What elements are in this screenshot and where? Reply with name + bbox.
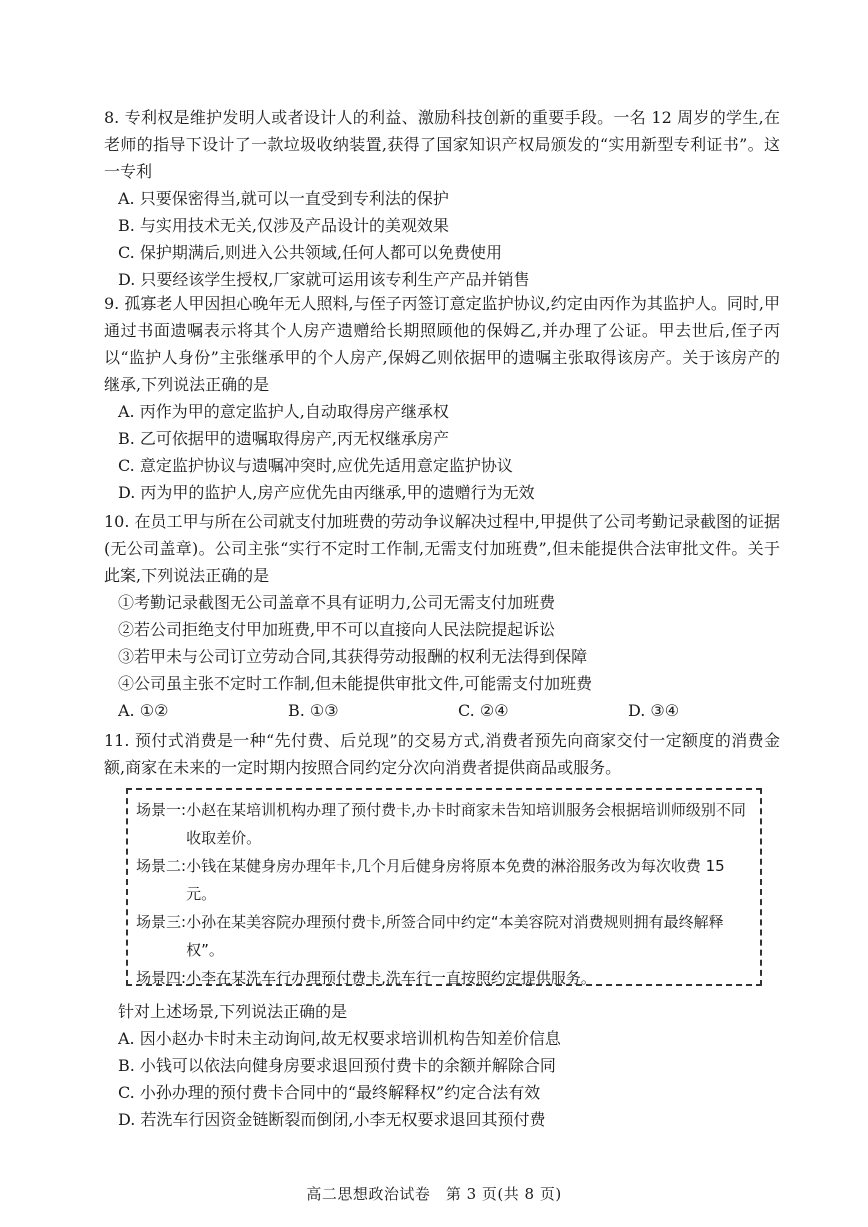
question-9-option-a: A. 丙作为甲的意定监护人,自动取得房产继承权 (118, 402, 449, 421)
question-10-stem: 10. 在员工甲与所在公司就支付加班费的劳动争议解决过程中,甲提供了公司考勤记录截图的证据(无公司盖章)。公司主张“实行不定时工作制,无需支付加班费”,但未能提供合法审批文件。关于此案,下列说法正确的是 (104, 512, 780, 585)
page-footer: 高二思想政治试卷 第 3 页(共 8 页) (306, 1185, 562, 1203)
question-10 (104, 508, 780, 724)
scenario-3-label: 场景三: (136, 913, 187, 931)
question-9-option-b: B. 乙可依据甲的遗嘱取得房产,丙无权继承房产 (118, 429, 450, 448)
scenario-2-text: 小钱在某健身房办理年卡,几个月后健身房将原本免费的淋浴服务改为每次收费 15 元。 (186, 857, 725, 903)
question-11 (104, 727, 780, 781)
question-10-statement-1: ①考勤记录截图无公司盖章不具有证明力,公司无需支付加班费 (118, 593, 556, 612)
scenario-2 (136, 852, 750, 908)
scenario-box (126, 788, 762, 986)
scenario-3 (136, 908, 750, 964)
question-10-statement-3: ③若甲未与公司订立劳动合同,其获得劳动报酬的权利无法得到保障 (118, 647, 588, 666)
question-8-option-a: A. 只要保密得当,就可以一直受到专利法的保护 (118, 189, 449, 208)
question-11-option-c: C. 小孙办理的预付费卡合同中的“最终解释权”约定合法有效 (118, 1083, 541, 1102)
question-9 (104, 290, 780, 506)
question-8-option-d: D. 只要经该学生授权,厂家就可运用该专利生产产品并销售 (118, 270, 530, 289)
scenario-1 (136, 796, 750, 852)
question-8 (104, 104, 780, 293)
question-10-statement-4: ④公司虽主张不定时工作制,但未能提供审批文件,可能需支付加班费 (118, 674, 593, 693)
question-10-statement-2: ②若公司拒绝支付甲加班费,甲不可以直接向人民法院提起诉讼 (118, 620, 556, 639)
question-8-option-b: B. 与实用技术无关,仅涉及产品设计的美观效果 (118, 216, 450, 235)
question-10-choice-d: D. ③④ (628, 701, 680, 720)
question-9-option-d: D. 丙为甲的监护人,房产应优先由丙继承,甲的遗赠行为无效 (118, 483, 535, 502)
scenario-4 (136, 964, 750, 992)
scenario-2-label: 场景二: (136, 857, 187, 875)
scenario-4-label: 场景四: (136, 969, 187, 987)
question-9-stem: 9. 孤寡老人甲因担心晚年无人照料,与侄子丙签订意定监护协议,约定由丙作为其监护人。同时,甲通过书面遗嘱表示将其个人房产遗赠给长期照顾他的保姆乙,并办理了公证。甲去世后,侄子丙以“监护人身份”主张继承甲的个人房产,保姆乙则依据甲的遗嘱主张取得该房产。关于该房产的继承,下列说法正确的是 (104, 294, 780, 394)
scenario-4-text: 小李在某洗车行办理预付费卡,洗车行一直按照约定提供服务。 (186, 969, 596, 987)
question-11-option-d: D. 若洗车行因资金链断裂而倒闭,小李无权要求退回其预付费 (118, 1110, 546, 1129)
question-11-option-b: B. 小钱可以依法向健身房要求退回预付费卡的余额并解除合同 (118, 1056, 556, 1075)
question-8-option-c: C. 保护期满后,则进入公共领域,任何人都可以免费使用 (118, 243, 503, 262)
scenario-1-label: 场景一: (136, 801, 187, 819)
question-11-prompt: 针对上述场景,下列说法正确的是 (118, 1002, 348, 1021)
scenario-3-text: 小孙在某美容院办理预付费卡,所签合同中约定“本美容院对消费规则拥有最终解释权”。 (186, 913, 724, 959)
question-10-choice-c: C. ②④ (458, 701, 509, 720)
question-10-choice-b: B. ①③ (288, 701, 339, 720)
scenario-1-text: 小赵在某培训机构办理了预付费卡,办卡时商家未告知培训服务会根据培训师级别不同收取差价。 (186, 801, 746, 847)
question-8-stem: 8. 专利权是维护发明人或者设计人的利益、激励科技创新的重要手段。一名 12 周岁的学生,在老师的指导下设计了一款垃圾收纳装置,获得了国家知识产权局颁发的“实用新型专利证书”。这一专利 (104, 108, 780, 181)
question-9-option-c: C. 意定监护协议与遗嘱冲突时,应优先适用意定监护协议 (118, 456, 513, 475)
question-11-options (104, 998, 780, 1133)
question-11-option-a: A. 因小赵办卡时未主动询问,故无权要求培训机构告知差价信息 (118, 1029, 561, 1048)
question-10-choices (118, 697, 780, 724)
question-10-choice-a: A. ①② (118, 701, 169, 720)
question-11-stem: 11. 预付式消费是一种“先付费、后兑现”的交易方式,消费者预先向商家交付一定额度的消费金额,商家在未来的一定时期内按照合同约定分次向消费者提供商品或服务。 (104, 731, 780, 777)
